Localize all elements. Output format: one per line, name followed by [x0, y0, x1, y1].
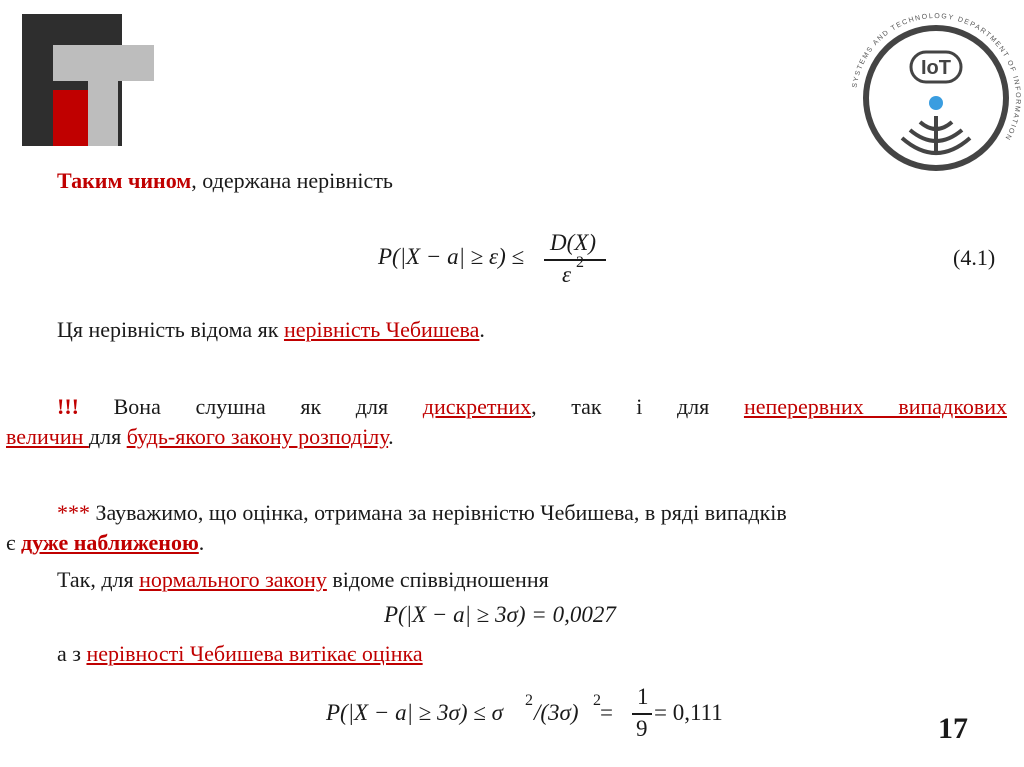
estimate-lhs: P(|X − a| ≥ 3σ) ≤ σ — [326, 700, 504, 725]
applicability-text-3: для — [88, 424, 127, 449]
iot-emblem — [850, 8, 1022, 188]
asterisk-marks: *** — [57, 500, 90, 525]
rough-estimate-link[interactable]: дуже наближеною — [20, 530, 199, 555]
page-number: 17 — [938, 712, 968, 745]
chebyshev-line-text: Ця нерівність відома як — [57, 317, 284, 342]
intro-text: , одержана нерівність — [191, 168, 393, 193]
formula-denominator-exponent: 2 — [576, 254, 584, 271]
exclamation-marks: !!! — [57, 394, 79, 419]
intro-emphasis: Таким чином — [57, 168, 192, 193]
chebyshev-estimate-link[interactable]: нерівності Чебишева витікає оцінка — [86, 641, 423, 666]
estimate-line — [57, 640, 423, 668]
formula-numerator: D(X) — [550, 230, 596, 255]
estimate-numerator: 1 — [637, 684, 649, 709]
normal-law-formula: P(|X − a| ≥ 3σ) = 0,0027 — [384, 602, 616, 627]
estimate-mid: /(3σ) — [534, 700, 579, 725]
badge-ring-text: SYSTEMS AND TECHNOLOGY DEPARTMENT OF INFORMATION — [851, 12, 1022, 142]
estimate-denominator: 9 — [636, 716, 648, 741]
remark-end: . — [198, 530, 205, 555]
equation-number: (4.1) — [953, 245, 996, 270]
chebyshev-line-end: . — [479, 317, 485, 342]
estimate-exp-2: 2 — [593, 692, 601, 709]
fraction-bar — [544, 259, 606, 261]
formula-lhs: P(|X − a| ≥ ε) ≤ — [378, 244, 525, 269]
intro-line — [57, 167, 393, 195]
chebyshev-link[interactable]: нерівність Чебишева — [283, 317, 480, 342]
formula-denominator: ε — [562, 262, 572, 287]
applicability-text-1: Вона слушна як для — [78, 394, 423, 419]
chebyshev-line — [57, 316, 485, 344]
estimate-rhs: = 0,111 — [654, 700, 723, 725]
iot-department-badge — [850, 8, 1022, 188]
discrete-link[interactable]: дискретних — [422, 394, 532, 419]
remark-line-1 — [57, 499, 1007, 527]
remark-text-2: є — [6, 530, 21, 555]
remark-text-1: Зауважимо, що оцінка, отримана за нерівністю Чебишева, в ряді випадків — [90, 500, 787, 525]
applicability-line-1 — [57, 393, 1007, 421]
iot-label: IoT — [921, 57, 951, 79]
normal-law-text: Так, для — [57, 567, 140, 592]
applicability-line-2 — [6, 423, 394, 451]
normal-law-line — [57, 566, 549, 594]
estimate-eq: = — [600, 700, 613, 725]
continuous-link-cont[interactable]: величин — [6, 424, 89, 449]
estimate-exp-1: 2 — [525, 692, 533, 709]
normal-law-link[interactable]: нормального закону — [139, 567, 327, 592]
iot-dot-icon — [929, 96, 943, 110]
remark-line-2 — [6, 529, 204, 557]
any-distribution-link[interactable]: будь-якого закону розподілу — [126, 424, 389, 449]
estimate-fraction-bar — [632, 713, 652, 715]
applicability-end: . — [388, 424, 394, 449]
normal-law-text-2: відоме співвідношення — [326, 567, 549, 592]
continuous-link[interactable]: неперервних випадкових — [743, 394, 1007, 419]
ft-logo — [22, 14, 154, 146]
applicability-text-2: , так і для — [531, 394, 744, 419]
estimate-text: а з — [57, 641, 87, 666]
